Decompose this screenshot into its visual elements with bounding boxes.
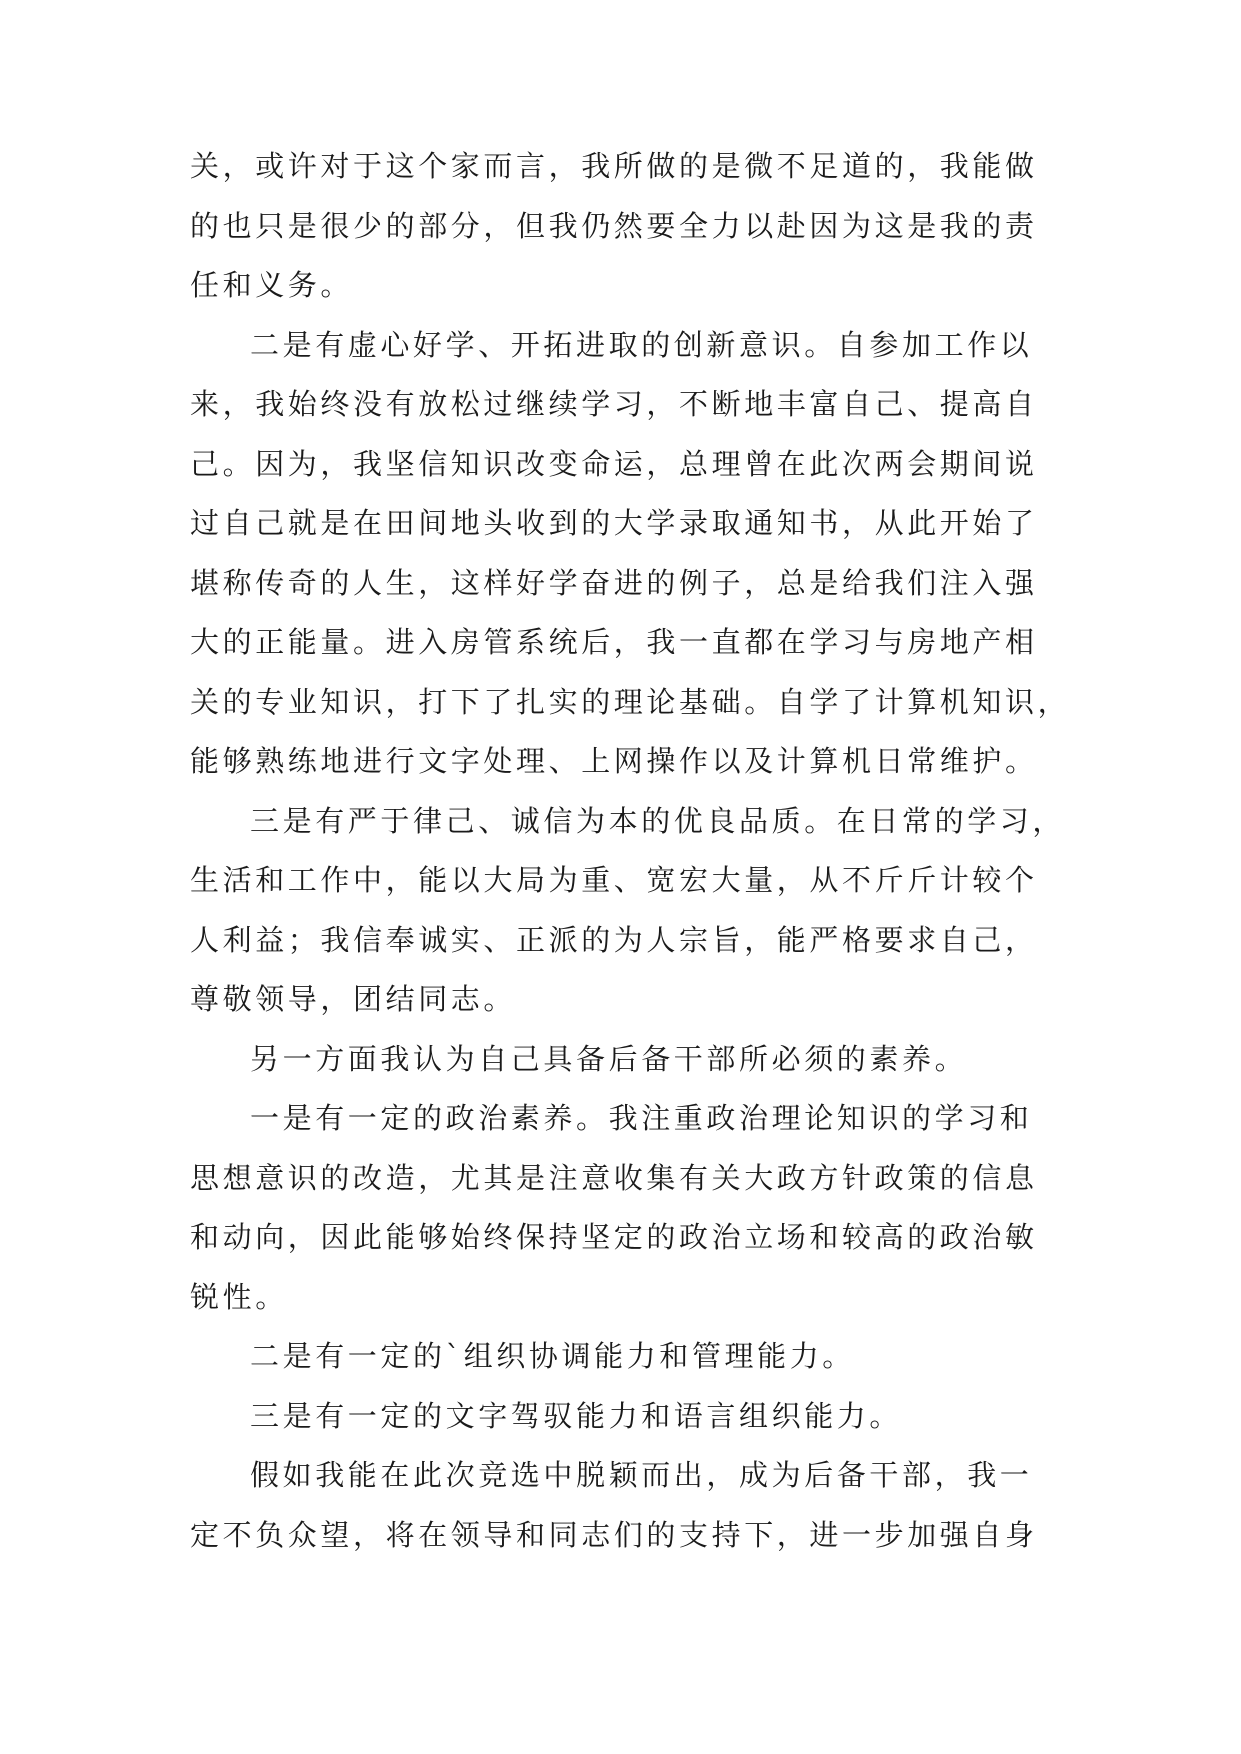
paragraph-start-line: 三是有严于律己、诚信为本的优良品质。在日常的学习， [250,804,1066,838]
paragraph-start-line: 另一方面我认为自己具备后备干部所必须的素养。 [250,1042,968,1076]
text-line: 关的专业知识，打下了扎实的理论基础。自学了计算机知识， [190,685,1070,719]
paragraph-start-line: 假如我能在此次竞选中脱颖而出，成为后备干部，我一 [250,1458,1033,1492]
text-line: 能够熟练地进行文字处理、上网操作以及计算机日常维护。 [190,744,1038,778]
text-line: 生活和工作中，能以大局为重、宽宏大量，从不斤斤计较个 [190,863,1038,897]
text-line: 大的正能量。进入房管系统后，我一直都在学习与房地产相 [190,625,1038,659]
paragraph-start-line: 三是有一定的文字驾驭能力和语言组织能力。 [250,1399,903,1433]
text-line: 任和义务。 [190,268,354,302]
text-line: 己。因为，我坚信知识改变命运，总理曾在此次两会期间说 [190,447,1038,481]
text-line: 思想意识的改造，尤其是注意收集有关大政方针政策的信息 [190,1161,1038,1195]
text-line: 来，我始终没有放松过继续学习，不断地丰富自己、提高自 [190,387,1038,421]
text-line: 锐性。 [190,1280,288,1314]
text-line: 关，或许对于这个家而言，我所做的是微不足道的，我能做 [190,149,1038,183]
text-line: 尊敬领导，团结同志。 [190,982,517,1016]
text-line: 过自己就是在田间地头收到的大学录取通知书，从此开始了 [190,506,1038,540]
text-line: 和动向，因此能够始终保持坚定的政治立场和较高的政治敏 [190,1220,1038,1254]
text-line: 堪称传奇的人生，这样好学奋进的例子，总是给我们注入强 [190,566,1038,600]
text-line: 人利益；我信奉诚实、正派的为人宗旨，能严格要求自己， [190,923,1038,957]
text-line: 的也只是很少的部分，但我仍然要全力以赴因为这是我的责 [190,209,1038,243]
text-line: 定不负众望，将在领导和同志们的支持下，进一步加强自身 [190,1518,1038,1552]
paragraph-start-line: 一是有一定的政治素养。我注重政治理论知识的学习和 [250,1101,1033,1135]
paragraph-start-line: 二是有虚心好学、开拓进取的创新意识。自参加工作以 [250,328,1033,362]
paragraph-start-line: 二是有一定的`组织协调能力和管理能力。 [250,1339,855,1373]
